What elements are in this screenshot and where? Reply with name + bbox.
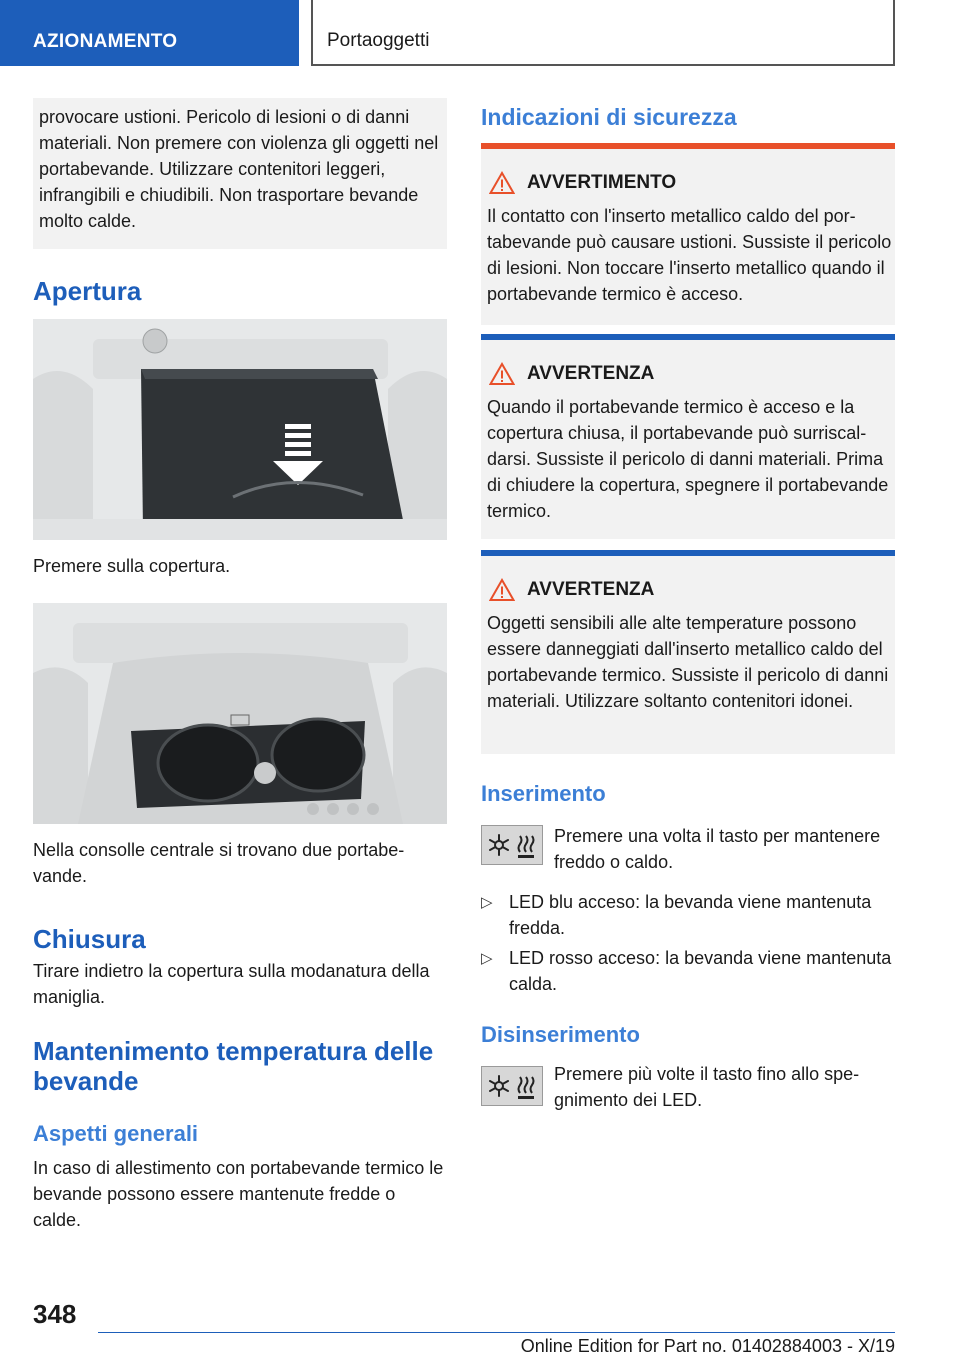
warning-box-2 — [481, 334, 895, 539]
chapter-title: Portaoggetti — [311, 0, 895, 66]
closing-text: Tirare indietro la copertura sulla modanatura della maniglia. — [33, 961, 430, 1007]
warning-text: Oggetti sensibili alle alte temperature possono essere danneggiati dall'inserto metallico caldo del portabevande termico. Sussiste il pericolo di danni materiali. Utilizzare soltanto contenitori idonei. — [487, 613, 889, 711]
photo-cupholder-cover — [33, 319, 447, 540]
bullet-marker: ▷ — [481, 950, 493, 967]
warning-title-text: AVVERTENZA — [527, 579, 655, 600]
section-tab: AZIONAMENTO — [0, 0, 299, 66]
footer-rule — [98, 1332, 895, 1333]
page-number: 348 — [33, 1299, 77, 1329]
heading-safety: Indicazioni di sicurezza — [481, 104, 737, 130]
warning-title — [489, 362, 654, 386]
heading-inserimento: Inserimento — [481, 781, 606, 806]
off-text: Premere più volte il tasto fino allo spegnimento dei LED. — [554, 1064, 860, 1110]
warning-title — [489, 578, 654, 602]
caption-two-cupholders: Nella consolle centrale si trovano due portabevande. — [33, 840, 405, 886]
heading-disinserimento: Disinserimento — [481, 1022, 640, 1047]
bullet-marker: ▷ — [481, 894, 493, 911]
warning-bar — [481, 143, 895, 149]
photo-cupholders-open — [33, 603, 447, 824]
warning-box-3 — [481, 550, 895, 754]
bullet-text: LED rosso acceso: la bevanda viene mantenuta calda. — [509, 948, 892, 994]
list-item — [481, 889, 895, 941]
footer-edition: Online Edition for Part no. 01402884003 - X/19 — [520, 1336, 895, 1356]
heading-apertura: Apertura — [33, 276, 142, 306]
heading-temperature: Mantenimento temperatura delle bevande — [33, 1036, 434, 1096]
climate-button-icon — [481, 1066, 543, 1106]
warning-box-1 — [481, 143, 895, 325]
climate-button-icon — [481, 825, 543, 865]
warning-bar — [481, 550, 895, 556]
warning-text: Il contatto con l'inserto metallico caldo del portabevande può causare ustioni. Sussiste il pericolo di lesioni. Non toccare l'inserto metallico quando il portabevande termico è acceso. — [487, 206, 892, 304]
warning-text: Quando il portabevande termico è acceso e la copertura chiusa, il portabevande può surriscaldarsi. Sussiste il pericolo di danni materiali. Prima di chiudere la copertura, spegnere il portabevande termico. — [487, 397, 889, 521]
continued-warning-text: provocare ustioni. Pericolo di lesioni o di danni materiali. Non premere con violenza gli oggetti nel portabevande. Utilizzare contenitori leggeri, infrangibili e chiudibili. Non trasportare bevande molto calde. — [33, 98, 447, 249]
warning-bar — [481, 334, 895, 340]
warning-triangle-icon — [489, 362, 515, 386]
bullet-text: LED blu acceso: la bevanda viene mantenuta fredda. — [509, 892, 872, 938]
heading-chiusura: Chiusura — [33, 924, 146, 954]
list-item — [481, 945, 895, 997]
caption-press-cover: Premere sulla copertura. — [33, 556, 231, 576]
on-text: Premere una volta il tasto per mantenere freddo o caldo. — [554, 826, 881, 872]
heading-general: Aspetti generali — [33, 1121, 199, 1146]
warning-title-text: AVVERTENZA — [527, 363, 655, 384]
warning-title-text: AVVERTIMENTO — [527, 172, 677, 193]
warning-title — [489, 171, 676, 195]
warning-triangle-icon — [489, 171, 515, 195]
warning-triangle-icon — [489, 578, 515, 602]
general-text: In caso di allestimento con portabevande termico le bevande possono essere mantenute fredde o calde. — [33, 1158, 444, 1230]
